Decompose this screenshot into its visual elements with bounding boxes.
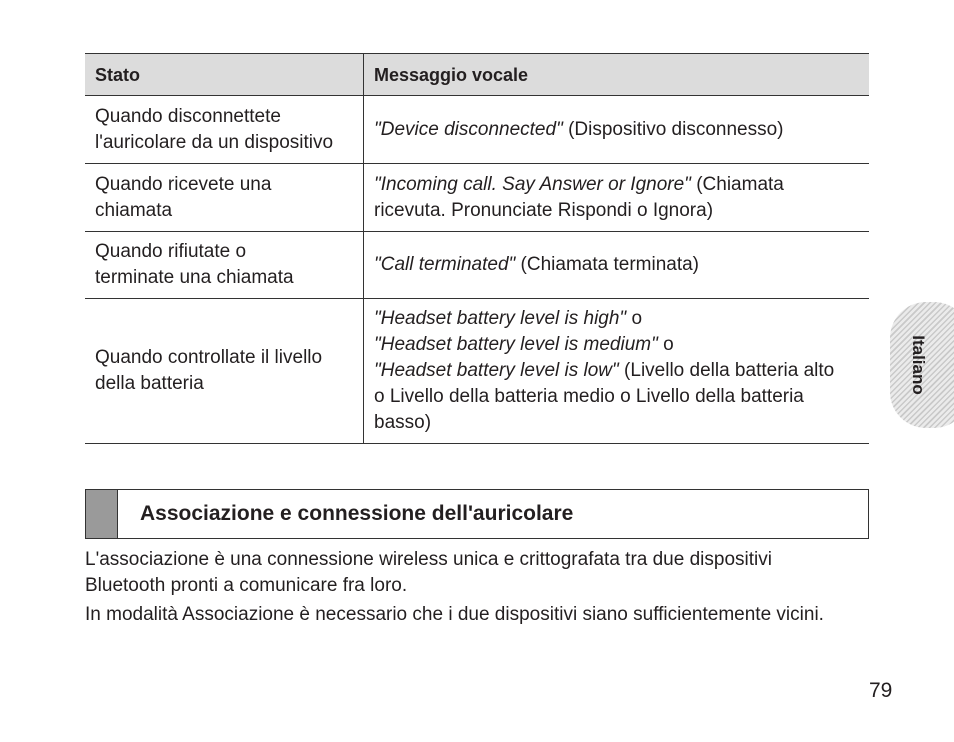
state-line: della batteria	[95, 373, 204, 394]
paragraph-line: In modalità Associazione è necessario che i due dispositivi siano sufficientemente vicini.	[85, 604, 824, 625]
message-quote: "Headset battery level is high"	[374, 308, 627, 329]
body-paragraph	[85, 547, 885, 599]
message-quote: "Device disconnected"	[374, 118, 563, 140]
message-text: o	[657, 334, 674, 355]
paragraph-line: Bluetooth pronti a comunicare fra loro.	[85, 575, 408, 596]
paragraph-line: L'associazione è una connessione wireless unica e crittografata tra due dispositivi	[85, 549, 772, 570]
table-row	[85, 299, 869, 444]
section-marker	[86, 490, 118, 538]
header-voice-message: Messaggio vocale	[374, 64, 529, 85]
message-text: (Livello della batteria alto	[618, 360, 835, 381]
section-header	[85, 489, 869, 539]
message-cell	[364, 96, 870, 164]
table-header-row	[85, 54, 869, 96]
table-row	[85, 96, 869, 164]
state-line: Quando controllate il livello	[95, 347, 323, 368]
voice-message-table	[85, 53, 869, 444]
state-cell	[85, 96, 364, 164]
state-line: l'auricolare da un dispositivo	[95, 131, 334, 153]
message-quote: "Call terminated"	[374, 254, 516, 275]
message-cell	[364, 232, 870, 299]
state-line: chiamata	[95, 199, 173, 221]
page-number: 79	[869, 679, 893, 702]
message-text: o	[626, 308, 643, 329]
state-cell	[85, 299, 364, 444]
message-text: (Chiamata	[690, 173, 784, 195]
table-row	[85, 232, 869, 299]
section-title: Associazione e connessione dell'auricolare	[140, 502, 574, 525]
language-side-tab-label: Italiano	[909, 335, 928, 395]
message-cell	[364, 299, 870, 444]
message-cell	[364, 164, 870, 232]
state-line: Quando disconnettete	[95, 105, 281, 127]
message-quote: "Incoming call. Say Answer or Ignore"	[374, 173, 691, 195]
message-text: o Livello della batteria medio o Livello della batteria	[374, 386, 804, 407]
header-state: Stato	[85, 54, 364, 96]
message-text: ricevuta. Pronunciate Rispondi o Ignora)	[374, 199, 714, 221]
state-cell	[85, 164, 364, 232]
state-line: terminate una chiamata	[95, 267, 294, 288]
message-quote: "Headset battery level is low"	[374, 360, 619, 381]
state-line: Quando rifiutate o	[95, 241, 247, 262]
message-text: basso)	[374, 412, 432, 433]
message-text: (Chiamata terminata)	[515, 254, 700, 275]
table-row	[85, 164, 869, 232]
message-quote: "Headset battery level is medium"	[374, 334, 658, 355]
state-line: Quando ricevete una	[95, 173, 272, 195]
state-cell	[85, 232, 364, 299]
body-paragraph	[85, 602, 885, 628]
message-text: (Dispositivo disconnesso)	[562, 118, 784, 140]
